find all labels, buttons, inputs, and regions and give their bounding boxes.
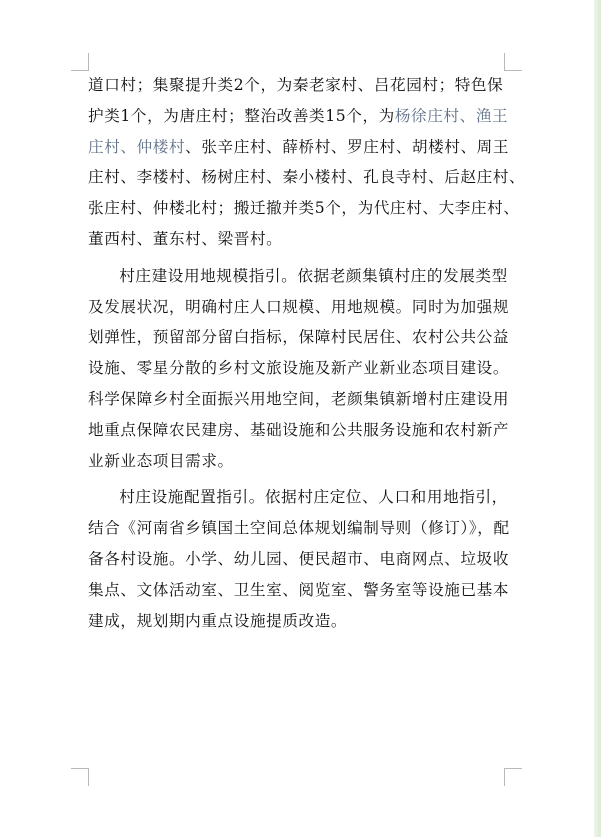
paragraph-village-classification bbox=[88, 70, 526, 255]
margin-corner-top-right bbox=[504, 53, 522, 71]
highlighted-text: 庄村、仲楼村 bbox=[88, 137, 186, 156]
text-line: 集点、文体活动室、卫生室、阅览室、警务室等设施已基本 bbox=[88, 580, 510, 599]
text-line: 业新业态项目需求。 bbox=[88, 451, 234, 470]
text-line: 村庄建设用地规模指引。依据老颜集镇村庄的发展类型 bbox=[119, 266, 508, 285]
document-body[interactable] bbox=[88, 70, 526, 636]
text-line bbox=[88, 101, 508, 132]
paragraph-land-use-guidance bbox=[88, 261, 508, 477]
text-line: 建成，规划期内重点设施提质改造。 bbox=[88, 611, 348, 630]
text-line: 备各村设施。小学、幼儿园、便民超市、电商网点、垃圾收 bbox=[88, 549, 510, 568]
text-line: 村庄设施配置指引。依据村庄定位、人口和用地指引， bbox=[119, 488, 508, 507]
text-line: 地重点保障农民建房、基础设施和公共服务设施和农村新产 bbox=[88, 420, 510, 439]
text-line: 科学保障乡村全面振兴用地空间，老颜集镇新增村庄建设用 bbox=[88, 389, 510, 408]
text-segment: 、张辛庄村、薛桥村、罗庄村、胡楼村、周王 bbox=[185, 137, 510, 156]
text-line: 张庄村、仲楼北村；搬迁撤并类5个，为代庄村、大李庄村、 bbox=[88, 199, 520, 218]
text-line bbox=[88, 132, 508, 163]
paragraph-facility-guidance bbox=[88, 482, 508, 636]
text-line: 划弹性，预留部分留白指标，保障村民居住、农村公共公益 bbox=[88, 328, 510, 347]
text-line: 庄村、李楼村、杨树庄村、秦小楼村、孔良寺村、后赵庄村、 bbox=[88, 168, 526, 187]
window-side-strip bbox=[594, 0, 601, 837]
text-line: 结合《河南省乡镇国土空间总体规划编制导则（修订）》，配 bbox=[88, 519, 510, 538]
margin-corner-top-left bbox=[71, 53, 89, 71]
text-line: 及发展状况，明确村庄人口规模、用地规模。同时为加强规 bbox=[88, 297, 510, 316]
text-line: 道口村；集聚提升类2个，为秦老家村、吕花园村；特色保 bbox=[88, 76, 504, 94]
text-line: 董西村、董东村、梁晋村。 bbox=[88, 229, 283, 248]
text-segment: 护类1个，为唐庄村；整治改善类15个，为 bbox=[88, 106, 395, 125]
text-line: 设施、零星分散的乡村文旅设施及新产业新业态项目建设。 bbox=[88, 359, 510, 378]
margin-corner-bottom-left bbox=[71, 768, 89, 786]
margin-corner-bottom-right bbox=[504, 768, 522, 786]
highlighted-text: 杨徐庄村、渔王 bbox=[394, 106, 509, 125]
